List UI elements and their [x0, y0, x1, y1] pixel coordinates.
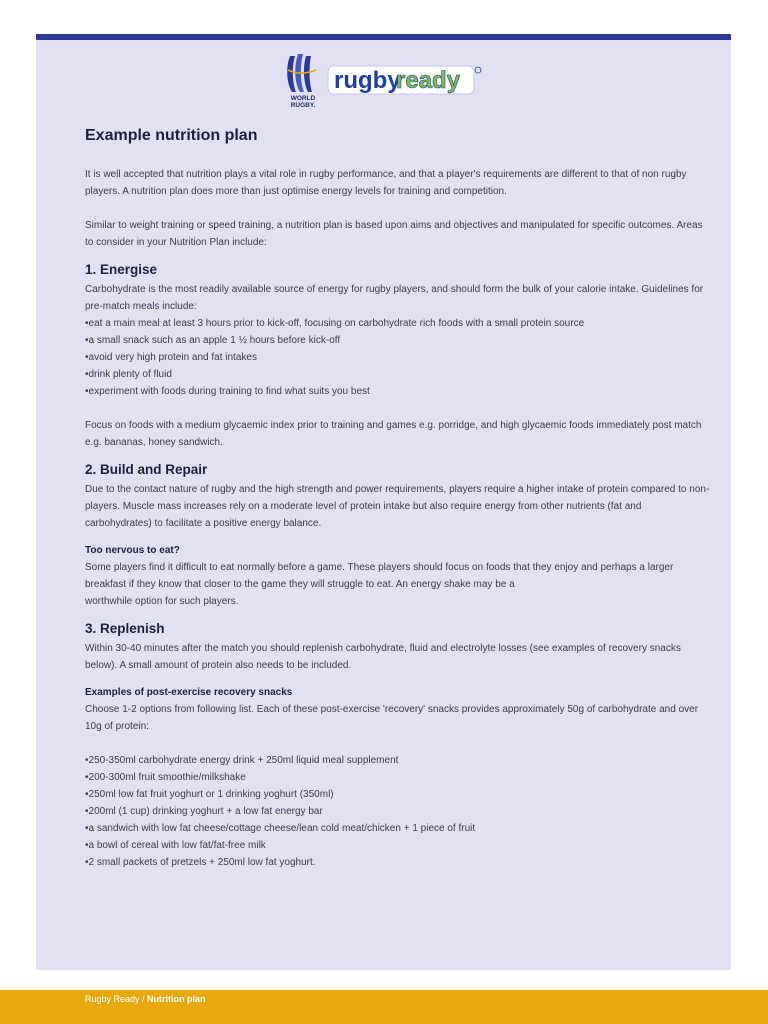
list-item: • 2 small packets of pretzels + 250ml low fat yoghurt.	[85, 854, 710, 871]
too-nervous-text-line2: worthwhile option for such players.	[85, 596, 239, 607]
list-item: • a bowl of cereal with low fat/fat-free milk	[85, 837, 710, 854]
section-heading-energise: 1. Energise	[85, 262, 158, 277]
intro-paragraph-2: Similar to weight training or speed training, a nutrition plan is based upon aims and objectives and manipulated for specific outcomes. Areas to consider in your Nutrition Plan include:	[85, 220, 703, 248]
list-item: • 250ml low fat fruit yoghurt or 1 drinking yoghurt (350ml)	[85, 786, 710, 803]
list-item: • a small snack such as an apple 1 ½ hours before kick-off	[85, 332, 710, 349]
list-item: • experiment with foods during training to find what suits you best	[85, 383, 710, 400]
logo-word-ready: ready	[396, 67, 461, 94]
top-accent-bar	[36, 34, 731, 40]
too-nervous-text-line1: Some players find it difficult to eat normally before a game. These players should focus on foods that they enjoy and perhaps a larger breakfast if they know that closer to the game they will struggle to eat. An energy shake may be a	[85, 562, 674, 590]
replenish-text: Within 30-40 minutes after the match you should replenish carbohydrate, fluid and electrolyte losses (see examples of recovery snacks below). A small amount of protein also needs to be included.	[85, 643, 681, 671]
section-heading-replenish: 3. Replenish	[85, 621, 165, 636]
recovery-snacks-list	[85, 752, 710, 871]
list-item: • 200ml (1 cup) drinking yoghurt + a low fat energy bar	[85, 803, 710, 820]
page-title: Example nutrition plan	[85, 127, 258, 144]
breadcrumb-current: Nutrition plan	[147, 994, 206, 1004]
subheading-too-nervous: Too nervous to eat?	[85, 545, 180, 556]
main-content	[85, 120, 710, 871]
intro-paragraph-1: It is well accepted that nutrition plays a vital role in rugby performance, and that a player's requirements are different to that of non rugby players. A nutrition plan does more than just optimise energy levels for training and competition.	[85, 169, 687, 197]
list-item: • eat a main meal at least 3 hours prior to kick-off, focusing on carbohydrate rich foods with a small protein source	[85, 315, 710, 332]
footer-breadcrumb	[85, 993, 206, 1005]
recovery-snacks-text: Choose 1-2 options from following list. Each of these post-exercise 'recovery' snacks provides approximately 50g of carbohydrate and over 10g of protein:	[85, 704, 699, 732]
list-item: • avoid very high protein and fat intakes	[85, 349, 710, 366]
list-item: • drink plenty of fluid	[85, 366, 710, 383]
rugby-ready-logo	[324, 58, 484, 102]
subheading-recovery-snacks: Examples of post-exercise recovery snacks	[85, 687, 293, 698]
footer-bar	[0, 990, 768, 1024]
energise-text: Carbohydrate is the most readily available source of energy for rugby players, and should form the bulk of your calorie intake. Guidelines for pre-match meals include:	[85, 284, 704, 312]
energise-followup: Focus on foods with a medium glycaemic index prior to training and games e.g. porridge, and high glycaemic foods immediately post match e.g. bananas, honey sandwich.	[85, 420, 702, 448]
breadcrumb-parent: Rugby Ready /	[85, 994, 148, 1004]
header-logos	[280, 52, 490, 116]
list-item: • 250-350ml carbohydrate energy drink + 250ml liquid meal supplement	[85, 752, 710, 769]
build-text: Due to the contact nature of rugby and the high strength and power requirements, players require a higher intake of protein compared to non-players. Muscle mass increases rely on a moderate level of protein intake but also require energy from other nutrients (fat and carbohydrates) to facilitate a positive energy balance.	[85, 484, 710, 529]
world-rugby-logo-text: WORLD RUGBY.	[290, 95, 316, 109]
list-item: • a sandwich with low fat cheese/cottage cheese/lean cold meat/chicken + 1 piece of fruit	[85, 820, 710, 837]
energise-bullet-list	[85, 315, 710, 400]
logo-word-rugby: rugby	[334, 67, 401, 94]
section-heading-build-repair: 2. Build and Repair	[85, 462, 208, 477]
registered-mark-icon	[475, 67, 481, 73]
list-item: • 200-300ml fruit smoothie/milkshake	[85, 769, 710, 786]
